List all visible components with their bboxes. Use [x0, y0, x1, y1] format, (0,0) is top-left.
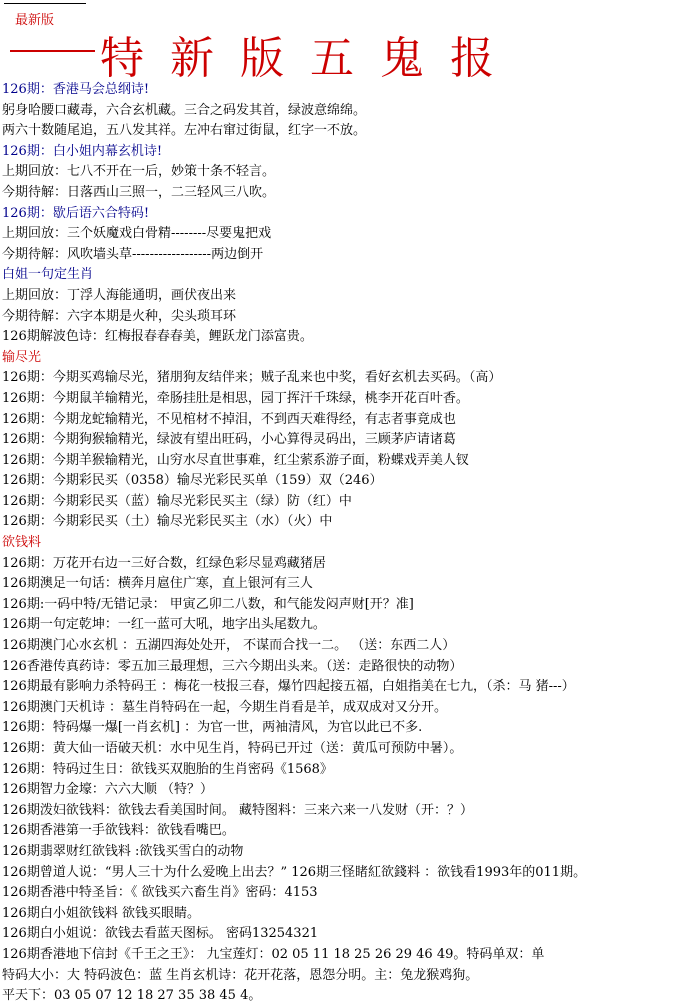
- subheading-line: 126期：歇后语六合特码!: [2, 205, 150, 221]
- section-heading: 欲钱料: [2, 535, 42, 551]
- text-line: 126期一句定乾坤：一红一蓝可大吼，地字出头尾数九。: [2, 617, 326, 633]
- page-title: 特新版五鬼报: [100, 33, 520, 84]
- text-line: 126期澳足一句话：横奔月扈住广寒，直上银河有三人: [2, 576, 313, 592]
- section-heading: 输尽光: [2, 349, 42, 365]
- subheading-line: 126期：白小姐内幕玄机诗!: [2, 143, 163, 159]
- text-line: 今期待解：六字本期是火种，尖头琐耳环: [2, 308, 237, 324]
- text-line: 126期：今期龙蛇输精光，不见棺材不掉泪，不到西天难得经，有志者事竟成也: [2, 411, 456, 427]
- text-line: 126期翡翠财红欲钱料 :欲钱买雪白的动物: [2, 843, 244, 859]
- text-line: 126期：特码爆一爆[一肖玄机] ：为官一世，两袖清风，为官以此已不多.: [2, 720, 423, 736]
- content-lines: [2, 80, 688, 1007]
- text-line: 126期：今期彩民买（土）输尽光彩民买主（水）（火）中: [2, 514, 333, 530]
- text-line: 126期香港第一手欲钱料：欲钱看嘴巴。: [2, 823, 235, 839]
- text-line: 126期：万花开右边一三好合数，红绿色彩尽显鸡藏猪居: [2, 555, 326, 571]
- text-line: 特码大小：大 特码波色：蓝 生肖玄机诗：花开花落，恩怨分明。主：兔龙猴鸡狗。: [2, 967, 479, 983]
- text-line: 126期白小姐说：欲钱去看蓝天图标。 密码13254321: [2, 926, 319, 942]
- text-line: 126期：今期鼠羊输精光，牵肠挂肚是相思，园丁挥汗千珠绿，桃李开花百叶香。: [2, 390, 469, 406]
- version-badge: 最新版: [15, 13, 55, 28]
- text-line: 126期：今期羊猴输精光，山穷水尽直世事难，红尘萦系游子面，粉蝶戏弄美人钗: [2, 452, 469, 468]
- text-line: 126香港传真药诗：零五加三最理想，三六今期出头来。（送：走路很快的动物）: [2, 658, 463, 674]
- text-line: 126期：今期狗猴输精光，绿波有望出旺码，小心算得灵码出，三顾茅庐请诸葛: [2, 432, 456, 448]
- text-line: 126期:一码中特/无错记录： 甲寅乙卯二八数，和气能发闷声财[开？准]: [2, 596, 414, 612]
- text-line: 126期最有影响力杀特码王 ：梅花一枝报三春，爆竹四起接五福，白姐指美在七九，（杀：马 猪---）: [2, 679, 575, 695]
- text-line: 126期香港中特圣旨：《 欲钱买六畜生肖》密码：4153: [2, 885, 318, 901]
- text-line: 126期：黄大仙一语破天机：水中见生肖，特码已开过（送：黄瓜可预防中暑）。: [2, 741, 463, 756]
- text-line: 126期：今期买鸡输尽光，猪朋狗友结伴来；贼子乱来也中奖，看好玄机去买码。（高）: [2, 370, 502, 386]
- text-line: 126期：今期彩民买（0358）输尽光彩民买单（159）双（246）: [2, 473, 383, 489]
- text-line: 平天下：03 05 07 12 18 27 35 38 45 4。: [2, 988, 262, 1004]
- text-line: 126期澳门天机诗 ：墓生肖特码在一起，今期生肖看是羊，成双成对又分开。: [2, 699, 447, 715]
- subheading-line: 126期：香港马会总纲诗!: [2, 82, 150, 97]
- text-line: 126期：今期彩民买（蓝）输尽光彩民买主（绿）防（红）中: [2, 493, 352, 509]
- text-line: 126期泼妇欲钱料：欲钱去看美国时间。 藏特图料：三来六来一八发财（开：？）: [2, 802, 473, 818]
- top-rule: [4, 3, 86, 4]
- text-line: 上期回放：七八不开在一后，妙策十条不轻言。: [2, 164, 276, 180]
- title-dash: [10, 50, 95, 52]
- text-line: 今期待解：风吹墙头草------------------两边倒开: [2, 246, 264, 262]
- text-line: 126期智力金壕：六六大顺 （特？）: [2, 782, 213, 798]
- text-line: 126期：特码过生日：欲钱买双胞胎的生肖密码《1568》: [2, 761, 333, 777]
- text-line: 126期解波色诗：红梅报春春春美，鲤跃龙门添富贵。: [2, 329, 313, 345]
- text-line: 126期澳门心水玄机 ：五湖四海处处开， 不谋而合找一二。 （送：东西二人）: [2, 638, 456, 654]
- text-line: 上期回放：三个妖魔戏白骨精--------尽要鬼把戏: [2, 226, 272, 242]
- text-line: 126期白小姐欲钱料 欲钱买眼睛。: [2, 905, 200, 921]
- text-line: 躬身哈腰口藏毒，六合玄机藏。三合之码发其首，绿波意绵绵。: [2, 102, 367, 118]
- text-line: 两六十数随尾追，五八发其祥。左冲右窜过街鼠，红字一不放。: [2, 123, 367, 139]
- text-line: 126期曾道人说：“男人三十为什么爱晚上出去？” 126期三怪睹紅欲錢料 ：欲钱看1993年的011期。: [2, 864, 587, 880]
- text-line: 126期香港地下信封《千王之王》： 九宝莲灯：02 05 11 18 25 26 29 46 49。特码单双：单: [2, 946, 545, 962]
- text-line: 今期待解：日落西山三照一，二三轻风三八吹。: [2, 184, 276, 200]
- text-line: 上期回放：丁浮人海能通明，画伏夜出来: [2, 287, 237, 303]
- subheading-line: 白姐一句定生肖: [2, 267, 94, 283]
